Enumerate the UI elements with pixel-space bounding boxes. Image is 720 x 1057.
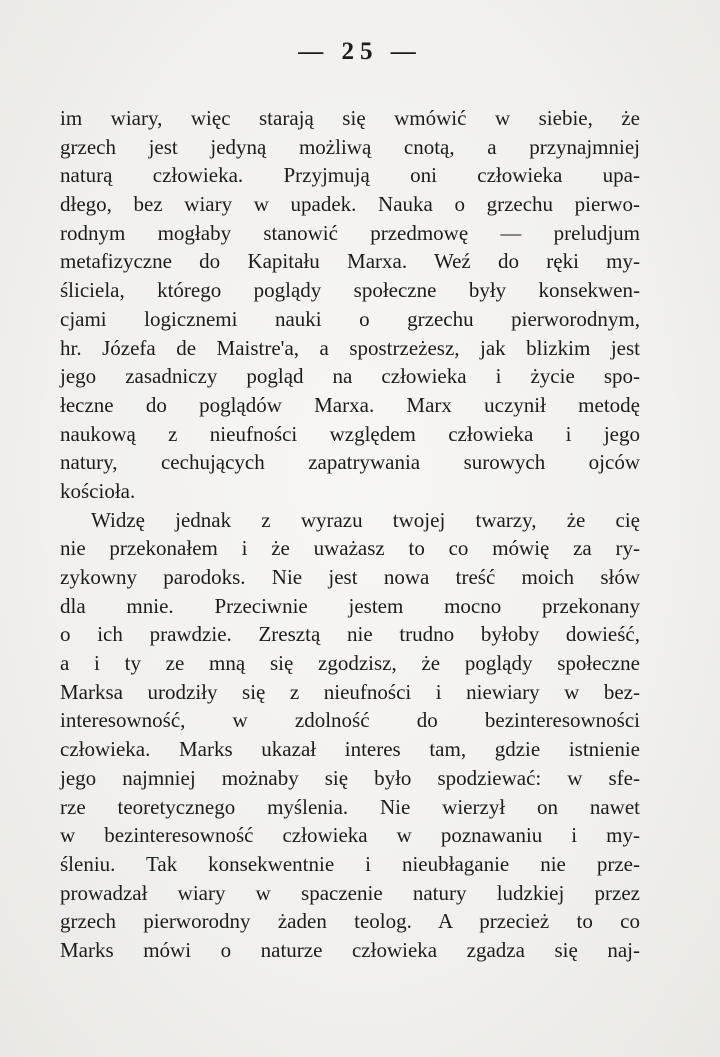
text-line: jego najmniej możnaby się było spodziewać: w sfe- bbox=[60, 765, 640, 790]
text-line: łeczne do poglądów Marxa. Marx uczynił metodę bbox=[60, 392, 640, 417]
body-text bbox=[60, 104, 640, 965]
text-line: naturą człowieka. Przyjmują oni człowieka upa- bbox=[60, 163, 640, 188]
text-line: człowieka. Marks ukazał interes tam, gdzie istnienie bbox=[60, 737, 640, 762]
paragraph-1 bbox=[60, 104, 640, 506]
text-line: śliciela, którego poglądy społeczne były konsekwen- bbox=[60, 278, 640, 303]
text-line: śleniu. Tak konsekwentnie i nieubłaganie nie prze- bbox=[60, 851, 640, 876]
text-line: naukową z nieufności względem człowieka i jego bbox=[60, 421, 640, 446]
text-line: Marks mówi o naturze człowieka zgadza się naj- bbox=[60, 937, 640, 962]
text-line: zykowny parodoks. Nie jest nowa treść moich słów bbox=[60, 565, 640, 589]
text-line: grzech jest jedyną możliwą cnotą, a przynajmniej bbox=[60, 134, 640, 159]
text-line: rodnym mogłaby stanowić przedmowę — preludjum bbox=[60, 220, 640, 245]
text-line: dla mnie. Przeciwnie jestem mocno przekonany bbox=[60, 593, 640, 618]
text-line: jego zasadniczy pogląd na człowieka i życie spo- bbox=[60, 364, 640, 389]
text-line: rze teoretycznego myślenia. Nie wierzył on nawet bbox=[60, 794, 640, 819]
text-line: dłego, bez wiary w upadek. Nauka o grzechu pierwo- bbox=[60, 192, 640, 217]
text-line: nie przekonałem i że uważasz to co mówię za ry- bbox=[60, 536, 640, 561]
text-line: Marksa urodziły się z nieufności i niewiary w bez- bbox=[60, 679, 640, 704]
text-line: natury, cechujących zapatrywania surowych ojców bbox=[60, 450, 640, 475]
text-line: interesowność, w zdolność do bezinteresowności bbox=[60, 708, 640, 733]
page-number: — 25 — bbox=[298, 38, 422, 65]
paragraph-2 bbox=[60, 506, 640, 965]
text-line: hr. Józefa de Maistre'a, a spostrzeżesz, jak blizkim jest bbox=[60, 335, 640, 360]
text-line: o ich prawdzie. Zresztą nie trudno byłoby dowieść, bbox=[60, 622, 640, 647]
text-line: a i ty ze mną się zgodzisz, że poglądy społeczne bbox=[60, 651, 640, 676]
text-line: kościoła. bbox=[60, 478, 136, 503]
text-line: Widzę jednak z wyrazu twojej twarzy, że cię bbox=[91, 507, 640, 532]
text-line: prowadzał wiary w spaczenie natury ludzkiej przez bbox=[60, 880, 640, 905]
text-line: im wiary, więc starają się wmówić w siebie, że bbox=[60, 106, 640, 130]
text-line: cjami logicznemi nauki o grzechu pierworodnym, bbox=[60, 306, 640, 331]
text-line: w bezinteresowność człowieka w poznawaniu i my- bbox=[60, 823, 640, 848]
text-line: grzech pierworodny żaden teolog. A przecież to co bbox=[60, 909, 640, 934]
text-line: metafizyczne do Kapitału Marxa. Weź do ręki my- bbox=[60, 249, 640, 274]
